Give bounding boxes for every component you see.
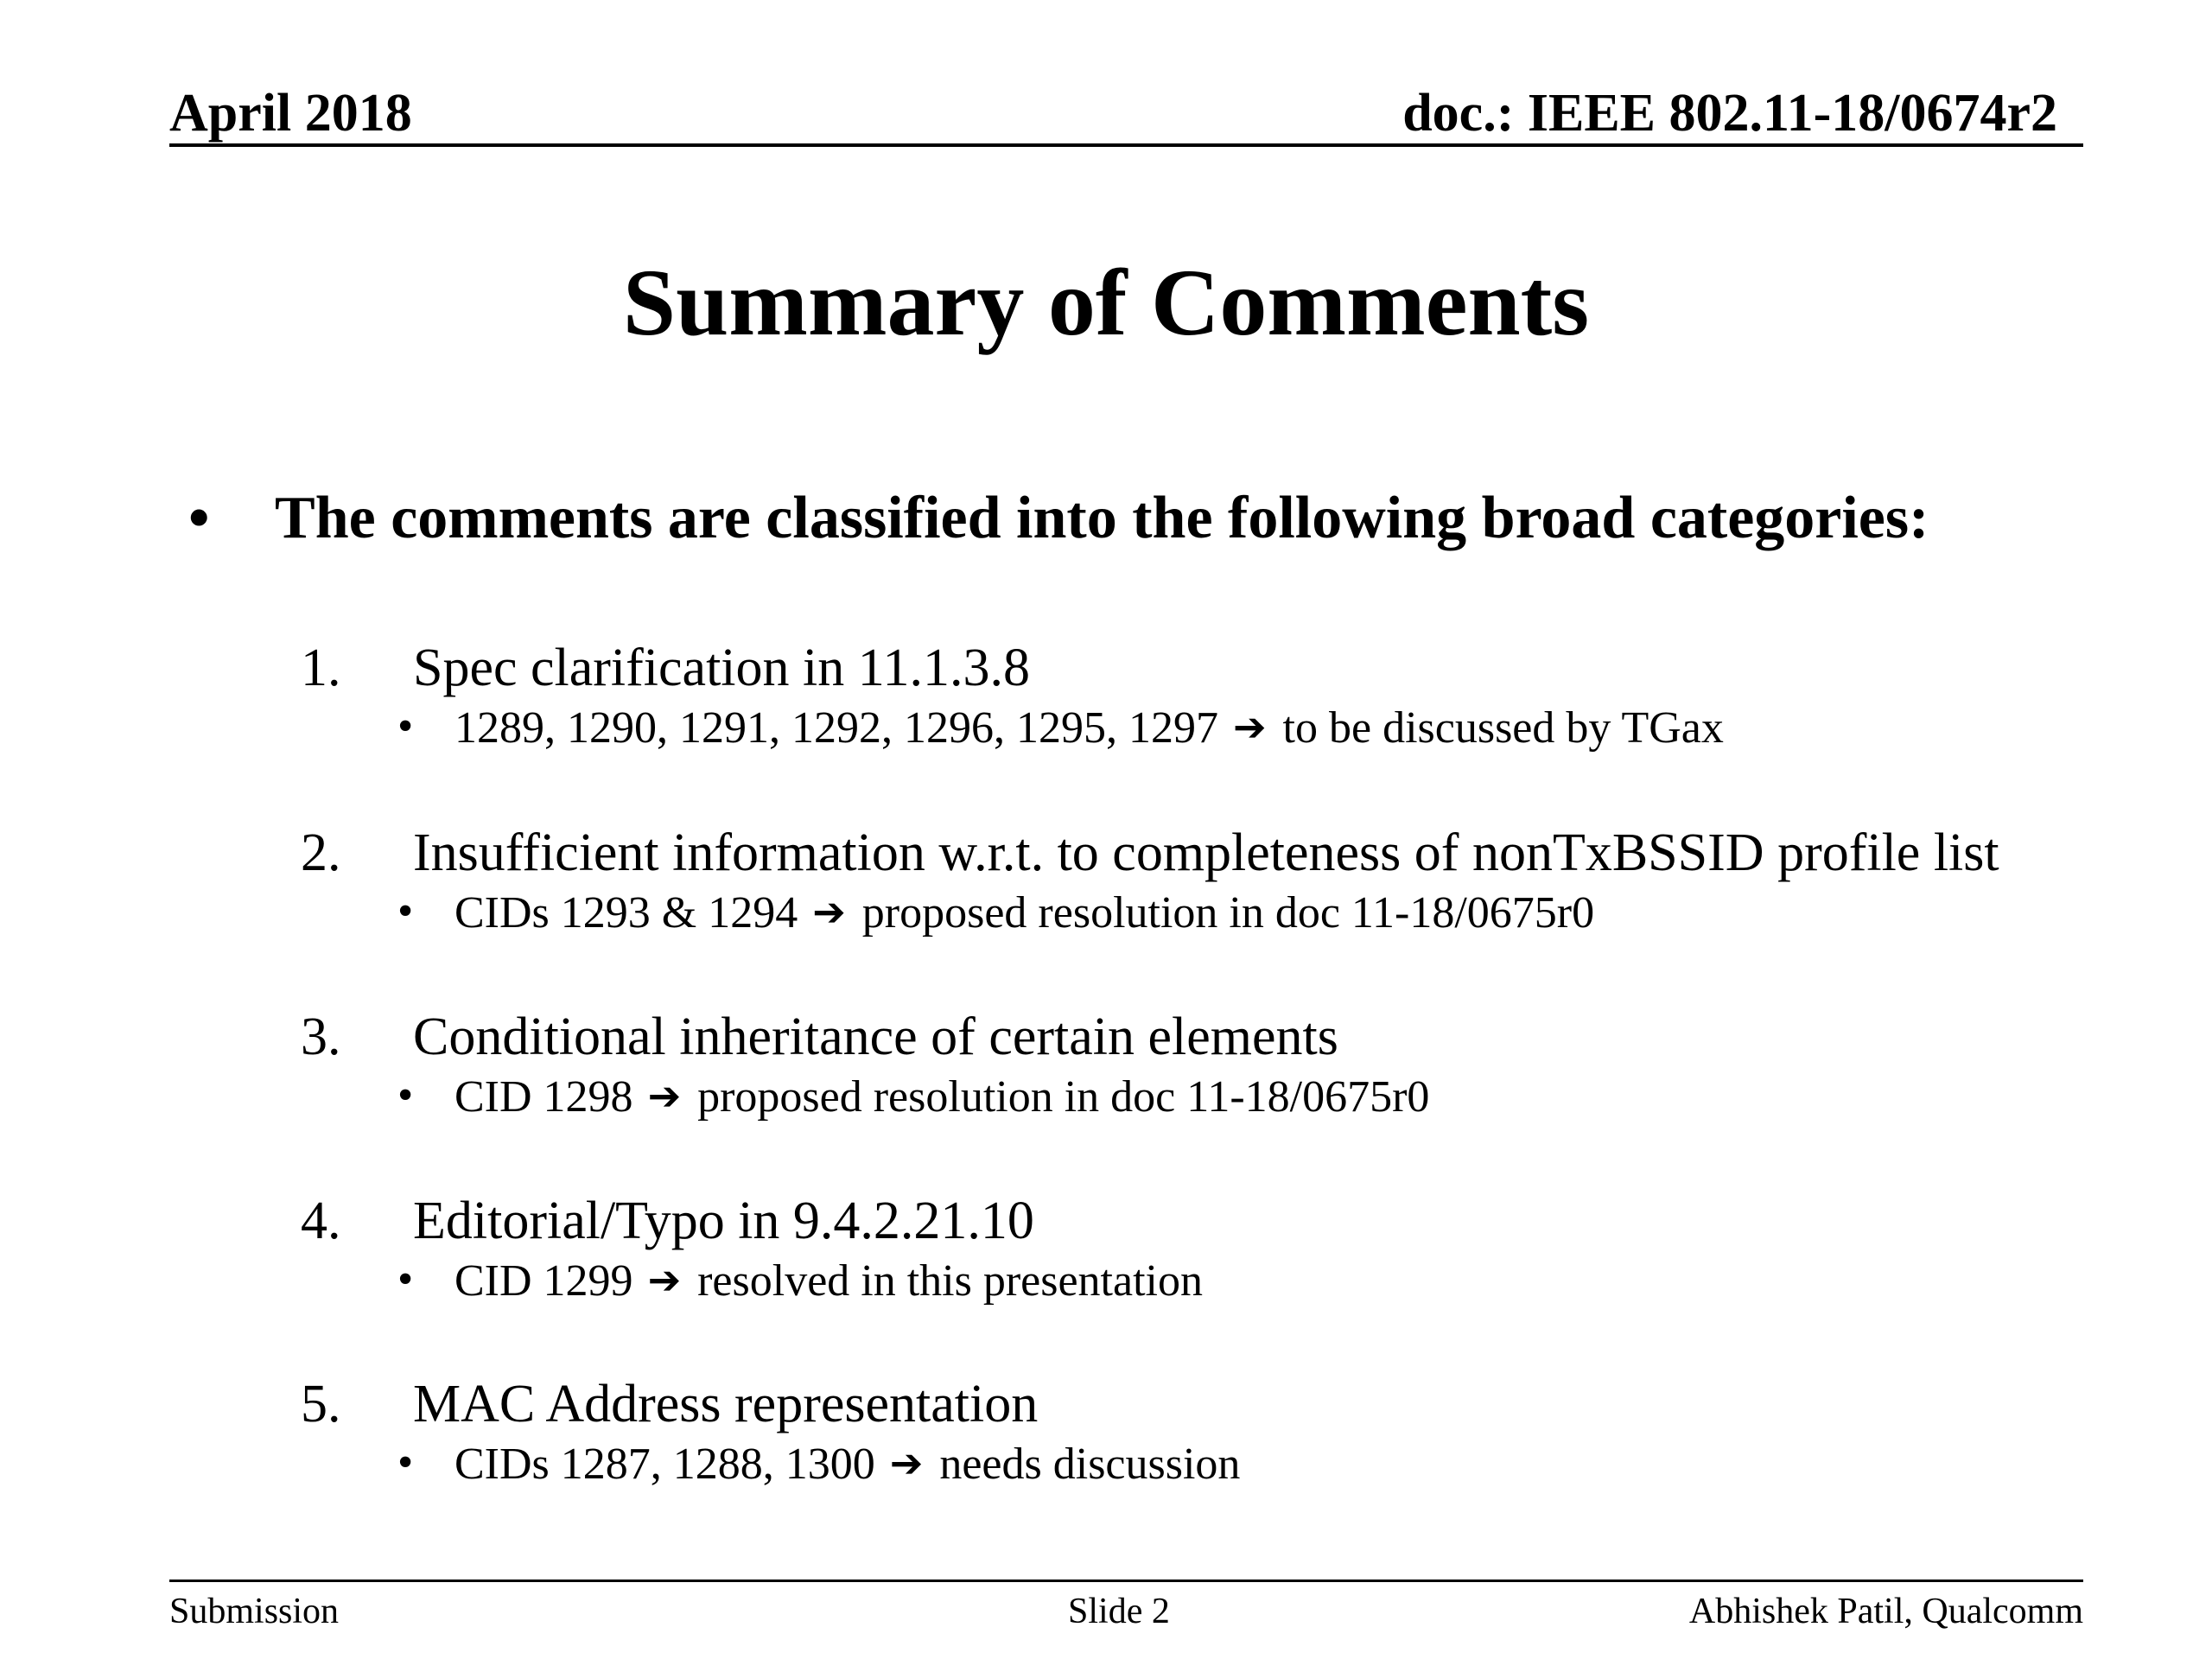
- category-title: Insufficient information w.r.t. to completeness of nonTxBSSID profile list: [413, 823, 1999, 882]
- category-outcome: to be discussed by TGax: [1282, 703, 1724, 753]
- arrow-right-icon: ➔: [889, 1440, 924, 1486]
- category-number: 2.: [301, 823, 341, 882]
- header-date: April 2018: [169, 84, 412, 143]
- category-item: [0, 1007, 2212, 1145]
- bullet-icon: •: [397, 887, 414, 936]
- bullet-icon: •: [188, 485, 210, 551]
- category-number: 4.: [301, 1192, 341, 1250]
- category-detail-line: [454, 885, 1594, 940]
- header-doc-id: doc.: IEEE 802.11-18/0674r2: [1402, 84, 2057, 143]
- category-cids: 1289, 1290, 1291, 1292, 1296, 1295, 1297: [454, 703, 1218, 753]
- category-title: MAC Address representation: [413, 1375, 1039, 1433]
- category-number: 5.: [301, 1375, 341, 1433]
- arrow-right-icon: ➔: [812, 888, 846, 935]
- slide-footer: [169, 1580, 2083, 1634]
- intro-text: The comments are classified into the following broad categories:: [275, 485, 1929, 551]
- footer-author: Abhishek Patil, Qualcomm: [1688, 1592, 2083, 1631]
- slide-title: Summary of Comments: [622, 250, 1590, 355]
- category-outcome: proposed resolution in doc 11-18/0675r0: [861, 888, 1595, 938]
- category-item: [0, 1191, 2212, 1329]
- category-detail-line: [454, 1436, 1240, 1491]
- category-title: Spec clarification in 11.1.3.8: [413, 639, 1030, 697]
- category-outcome: resolved in this presentation: [697, 1256, 1203, 1306]
- arrow-right-icon: ➔: [1233, 703, 1267, 750]
- footer-slide-number: Slide 2: [1068, 1592, 1170, 1631]
- category-outcome: proposed resolution in doc 11-18/0675r0: [697, 1072, 1430, 1122]
- category-cids: CIDs 1287, 1288, 1300: [454, 1440, 875, 1489]
- category-number: 3.: [301, 1007, 341, 1066]
- arrow-right-icon: ➔: [647, 1256, 682, 1303]
- category-cids: CID 1298: [454, 1072, 633, 1122]
- category-item: [0, 823, 2212, 961]
- category-number: 1.: [301, 639, 341, 697]
- arrow-right-icon: ➔: [647, 1072, 682, 1119]
- bullet-icon: •: [397, 702, 414, 751]
- category-cids: CIDs 1293 & 1294: [454, 888, 798, 938]
- category-title: Conditional inheritance of certain elements: [413, 1007, 1338, 1066]
- footer-submission: Submission: [169, 1592, 340, 1631]
- bullet-icon: •: [397, 1438, 414, 1487]
- category-item: [0, 638, 2212, 776]
- category-detail-line: [454, 1069, 1429, 1124]
- category-cids: CID 1299: [454, 1256, 633, 1306]
- category-outcome: needs discussion: [939, 1440, 1241, 1489]
- category-detail-line: [454, 700, 1724, 755]
- category-detail-line: [454, 1253, 1203, 1308]
- category-title: Editorial/Typo in 9.4.2.21.10: [413, 1192, 1034, 1250]
- category-item: [0, 1374, 2212, 1512]
- bullet-icon: •: [397, 1255, 414, 1304]
- bullet-icon: •: [397, 1071, 414, 1120]
